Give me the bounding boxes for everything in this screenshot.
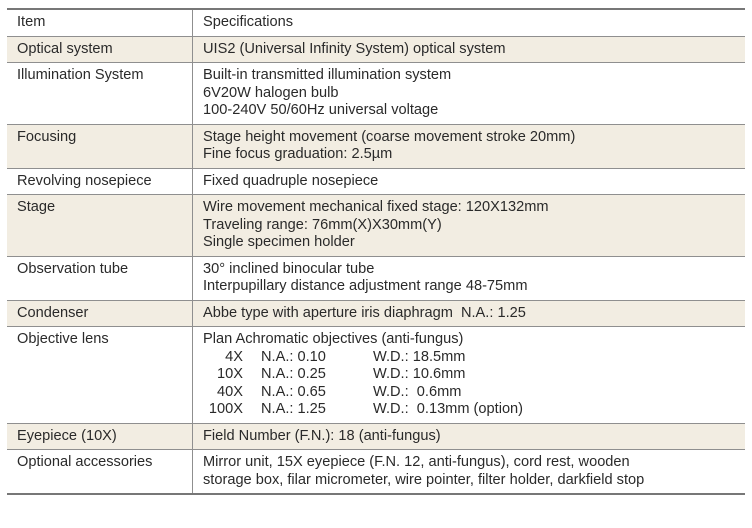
- objective-magnification: 100X: [208, 401, 243, 417]
- spec-line: UIS2 (Universal Infinity System) optical system: [203, 40, 506, 57]
- spec-line: Abbe type with aperture iris diaphragm N.A.: 1.25: [203, 304, 526, 321]
- objective-magnification: 40X: [217, 383, 243, 400]
- row-spec: [193, 124, 746, 168]
- table-row: [7, 327, 745, 424]
- spec-line: Field Number (F.N.): 18 (anti-fungus): [203, 427, 441, 444]
- spec-line: 100-240V 50/60Hz universal voltage: [203, 102, 439, 118]
- objective-wd: W.D.: 18.5mm: [373, 348, 466, 365]
- objective-magnification: 4X: [225, 348, 243, 365]
- row-spec: [193, 423, 746, 450]
- row-spec: [193, 63, 746, 125]
- objective-wd: W.D.: 10.6mm: [373, 366, 466, 382]
- row-item: Eyepiece (10X): [7, 423, 193, 450]
- row-item: Focusing: [7, 124, 193, 168]
- row-item: Condenser: [7, 300, 193, 327]
- row-spec: [193, 195, 746, 257]
- row-item: Illumination System: [7, 63, 193, 125]
- spec-line: Single specimen holder: [203, 234, 355, 250]
- table-row: [7, 450, 745, 495]
- table-row: [7, 300, 745, 327]
- objective-list: [203, 349, 737, 419]
- header-item: Item: [7, 9, 193, 36]
- spec-line: Plan Achromatic objectives (anti-fungus): [203, 331, 464, 347]
- spec-line: 30° inclined binocular tube: [203, 260, 375, 277]
- spec-line: Traveling range: 76mm(X)X30mm(Y): [203, 216, 442, 233]
- table-row: [7, 36, 745, 63]
- specifications-table: [7, 8, 745, 495]
- row-spec: [193, 450, 746, 495]
- spec-line: Mirror unit, 15X eyepiece (F.N. 12, anti-fungus), cord rest, wooden: [203, 454, 630, 470]
- spec-line: Stage height movement (coarse movement stroke 20mm): [203, 128, 576, 145]
- row-item: Optional accessories: [7, 450, 193, 495]
- table-row: [7, 423, 745, 450]
- objective-wd: W.D.: 0.6mm: [373, 383, 462, 400]
- objective-na: N.A.: 0.65: [261, 383, 326, 400]
- row-item: Revolving nosepiece: [7, 168, 193, 195]
- spec-line: Built-in transmitted illumination system: [203, 67, 452, 83]
- spec-line: Wire movement mechanical fixed stage: 120X132mm: [203, 199, 549, 215]
- row-item: Observation tube: [7, 256, 193, 300]
- objective-na: N.A.: 0.10: [261, 348, 326, 365]
- row-spec: [193, 256, 746, 300]
- row-item: Stage: [7, 195, 193, 257]
- row-item: Optical system: [7, 36, 193, 63]
- spec-line: Fine focus graduation: 2.5µm: [203, 146, 393, 162]
- table-row: [7, 124, 745, 168]
- table-row: [7, 195, 745, 257]
- spec-line: storage box, filar micrometer, wire pointer, filter holder, darkfield stop: [203, 471, 645, 488]
- table-row: [7, 168, 745, 195]
- row-spec: [193, 300, 746, 327]
- row-spec: [193, 168, 746, 195]
- objective-na: N.A.: 0.25: [261, 366, 326, 382]
- row-item: Objective lens: [7, 327, 193, 424]
- row-spec: [193, 327, 746, 424]
- objective-magnification: 10X: [217, 366, 243, 382]
- spec-line: Fixed quadruple nosepiece: [203, 172, 379, 189]
- objective-wd: W.D.: 0.13mm (option): [373, 401, 524, 417]
- objective-na: N.A.: 1.25: [261, 401, 326, 417]
- table-header-row: [7, 9, 745, 36]
- spec-line: Interpupillary distance adjustment range 48-75mm: [203, 278, 528, 294]
- spec-line: 6V20W halogen bulb: [203, 84, 339, 101]
- table-row: [7, 63, 745, 125]
- row-spec: [193, 36, 746, 63]
- table-row: [7, 256, 745, 300]
- header-specifications: Specifications: [193, 9, 746, 36]
